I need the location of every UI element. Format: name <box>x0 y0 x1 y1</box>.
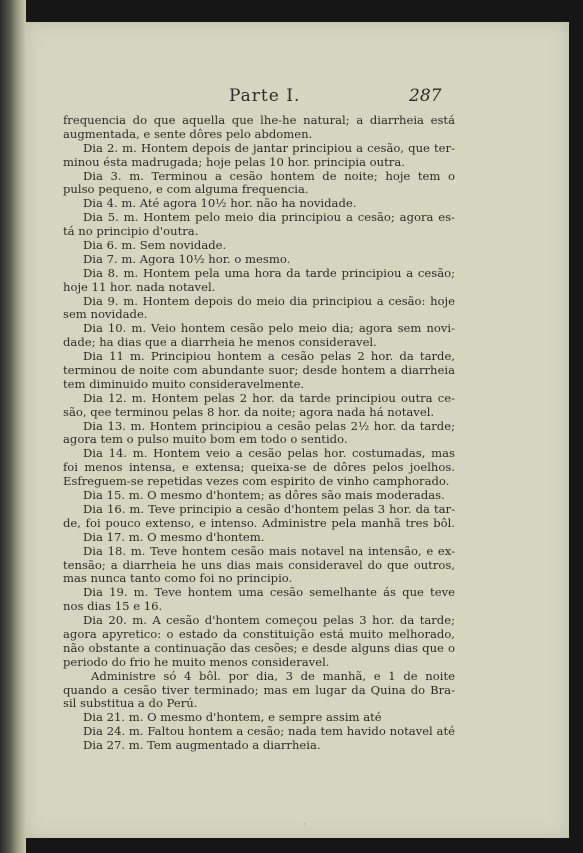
text-line: minou ésta madrugada; hoje pelas 10 hor. principia outra. <box>63 154 405 169</box>
text-line: periodo do frio he muito menos consideravel. <box>63 654 330 669</box>
text-line: tá no principio d'outra. <box>63 224 199 239</box>
text-line: Dia 24. m. Faltou hontem a cesão; nada tem havido notavel até <box>83 724 455 739</box>
text-line: são, qee terminou pelas 8 hor. da noite; agora nada há notavel. <box>63 404 435 419</box>
text-line: Dia 17. m. O mesmo d'hontem. <box>83 529 265 544</box>
text-line: Dia 16. m. Teve principio a cesão d'hontem pelas 3 hor. da tar- <box>83 501 455 516</box>
text-line: quando a cesão tiver terminado; mas em lugar da Quina do Bra- <box>63 682 455 697</box>
text-line: dade; ha dias que a diarrheia he menos consideravel. <box>63 335 377 350</box>
text-line: agora tem o pulso muito bom em todo o sentido. <box>63 432 348 447</box>
text-line: Dia 18. m. Teve hontem cesão mais notavel na intensão, e ex- <box>83 543 455 558</box>
book-gutter <box>0 0 26 853</box>
text-line: Dia 10. m. Veio hontem cesão pelo meio dia; agora sem novi- <box>83 321 455 336</box>
text-line: Dia 8. m. Hontem pela uma hora da tarde principiou a cesão; <box>83 265 455 280</box>
text-line: terminou de noite com abundante suor; desde hontem a diarrheia <box>63 363 455 378</box>
text-line: tem diminuido muito consideravelmente. <box>63 376 305 391</box>
text-line: nos dias 15 e 16. <box>63 599 163 614</box>
running-head: Parte I. <box>229 86 301 106</box>
text-line: Dia 4. m. Até agora 10½ hor. não ha novidade. <box>83 196 357 211</box>
text-line: não obstante a continuação das cesões; e desde alguns dias que o <box>63 640 455 655</box>
text-line: hoje 11 hor. nada notavel. <box>63 279 216 294</box>
body-text <box>63 114 455 753</box>
text-line: Dia 13. m. Hontem principiou a cesão pelas 2½ hor. da tarde; <box>83 418 455 433</box>
text-line: frequencia do que aquella que lhe-he natural; a diarrheia está <box>63 113 455 127</box>
text-line: foi menos intensa, e extensa; queixa-se de dôres pelos joelhos. <box>63 460 455 475</box>
text-line: Dia 9. m. Hontem depois do meio dia principiou a cesão: hoje <box>83 293 455 308</box>
text-line: Dia 2. m. Hontem depois de jantar principiou a cesão, que ter- <box>83 140 455 155</box>
page-number: 287 <box>409 86 442 106</box>
text-line: Dia 15. m. O mesmo d'hontem; as dôres são mais moderadas. <box>83 488 445 503</box>
text-line: mas nunca tanto como foi no principio. <box>63 571 293 586</box>
text-line: Esfreguem-se repetidas vezes com espirito de vinho camphorado. <box>63 474 450 489</box>
text-line: Dia 7. m. Agora 10½ hor. o mesmo. <box>83 251 291 266</box>
text-line: Dia 27. m. Tem augmentado a diarrheia. <box>83 738 321 753</box>
text-line: tensão; a diarrheia he uns dias mais consideravel do que outros, <box>63 557 455 572</box>
text-line: agora apyretico: o estado da constituição está muito melhorado, <box>63 626 455 641</box>
page-footer-mark: · <box>303 820 306 830</box>
text-line: pulso pequeno, e com alguma frequencia. <box>63 182 309 197</box>
text-line: Dia 5. m. Hontem pelo meio dia principiou a cesão; agora es- <box>83 210 455 225</box>
text-line: Dia 21. m. O mesmo d'hontem, e sempre assim até <box>83 710 382 725</box>
text-line: Dia 20. m. A cesão d'hontem começou pelas 3 hor. da tarde; <box>83 613 455 628</box>
text-line: Dia 12. m. Hontem pelas 2 hor. da tarde principiou outra ce- <box>83 390 455 405</box>
book-page <box>25 22 569 838</box>
text-line: Dia 19. m. Teve hontem uma cesão semelhante ás que teve <box>83 585 455 600</box>
text-line: Dia 3. m. Terminou a cesão hontem de noite; hoje tem o <box>83 168 455 183</box>
text-line: augmentada, e sente dôres pelo abdomen. <box>63 126 313 141</box>
text-line: Dia 14. m. Hontem veio a cesão pelas hor. costumadas, mas <box>83 446 455 461</box>
text-line: de, foi pouco extenso, e intenso. Administre pela manhã tres bôl. <box>63 515 455 530</box>
page-header <box>25 86 569 108</box>
text-line: Administre só 4 bôl. por dia, 3 de manhã, e 1 de noite <box>91 668 455 683</box>
text-line: sem novidade. <box>63 307 148 322</box>
text-line: sil substitua a do Perú. <box>63 696 198 711</box>
text-line: Dia 11 m. Principiou hontem a cesão pelas 2 hor. da tarde, <box>83 349 455 364</box>
text-line: Dia 6. m. Sem novidade. <box>83 238 227 253</box>
